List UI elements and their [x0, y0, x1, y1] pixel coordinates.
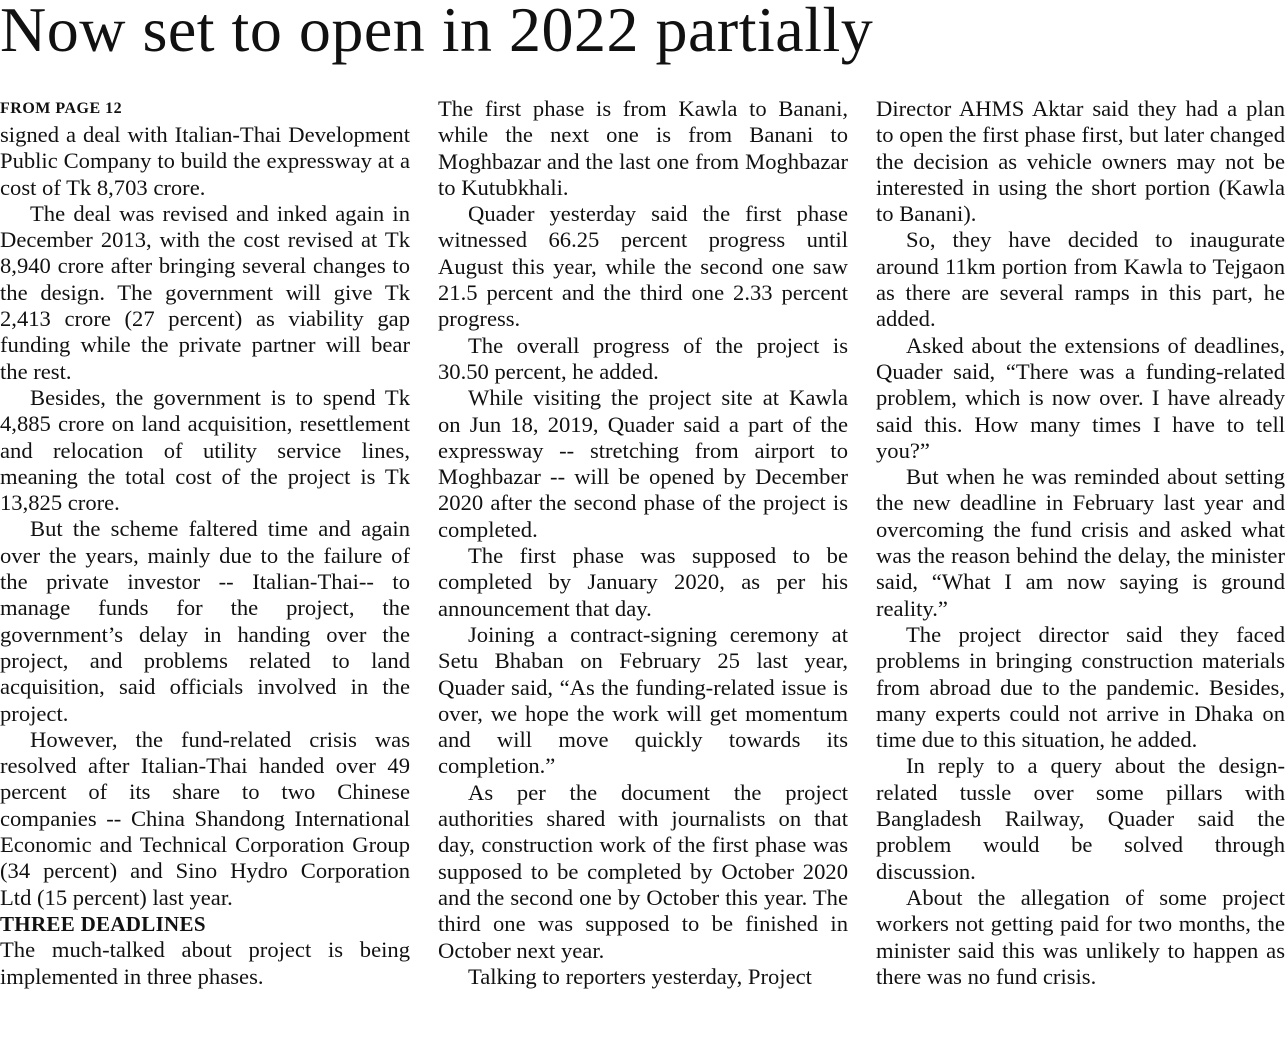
paragraph: As per the document the project authorities shared with journalists on that day, construction work of the first phase was supposed to be completed by October 2020 and the second one by October this year. The third one was supposed to be finished in October next year.: [438, 779, 848, 963]
paragraph: The deal was revised and inked again in December 2013, with the cost revised at Tk 8,940 crore after bringing several changes to the design. The government will give Tk 2,413 crore (27 percent) as viability gap funding while the private partner will bear the rest.: [0, 200, 410, 384]
paragraph: So, they have decided to inaugurate around 11km portion from Kawla to Tejgaon as there are several ramps in this part, he added.: [876, 227, 1285, 332]
paragraph: While visiting the project site at Kawla on Jun 18, 2019, Quader said a part of the expressway -- stretching from airport to Moghbazar -- will be opened by December 2020 after the second phase of the project is completed.: [438, 385, 848, 542]
paragraph: In reply to a query about the design-related tussle over some pillars with Bangladesh Railway, Quader said the problem would be solved through discussion.: [876, 753, 1285, 884]
subheading: THREE DEADLINES: [0, 911, 206, 936]
paragraph: The overall progress of the project is 30.50 percent, he added.: [438, 332, 848, 384]
paragraph: Talking to reporters yesterday, Project: [468, 963, 812, 989]
paragraph: The first phase is from Kawla to Banani, while the next one is from Banani to Moghbazar and the last one from Moghbazar to Kutubkhali.: [438, 96, 848, 200]
paragraph: Quader yesterday said the first phase witnessed 66.25 percent progress until August this year, while the second one saw 21.5 percent and the third one 2.33 percent progress.: [438, 201, 848, 332]
column-2: [438, 96, 848, 990]
jump-line: FROM PAGE 12: [0, 100, 123, 117]
paragraph: The much-talked about project is being implemented in three phases.: [0, 937, 410, 989]
paragraph: But the scheme faltered time and again over the years, mainly due to the failure of the private investor -- Italian-Thai-- to manage funds for the project, the government’s delay in handing over the project, and problems related to land acquisition, said officials involved in the project.: [0, 516, 410, 726]
paragraph: However, the fund-related crisis was resolved after Italian-Thai handed over 49 percent of its share to two Chinese companies -- China Shandong International Economic and Technical Corporation Group (34 percent) and Sino Hydro Corporation Ltd (15 percent) last year.: [0, 726, 410, 910]
paragraph: Asked about the extensions of deadlines, Quader said, “There was a funding-related problem, which is now over. I have already said this. How many times I have to tell you?”: [876, 332, 1285, 463]
column-3: [876, 96, 1285, 990]
paragraph: But when he was reminded about setting the new deadline in February last year and overcoming the fund crisis and asked what was the reason behind the delay, the minister said, “What I am now saying is ground reality.”: [876, 464, 1285, 621]
paragraph: The first phase was supposed to be completed by January 2020, as per his announcement that day.: [438, 543, 848, 621]
headline: Now set to open in 2022 partially: [0, 0, 874, 65]
paragraph: Besides, the government is to spend Tk 4,885 crore on land acquisition, resettlement and relocation of utility service lines, meaning the total cost of the project is Tk 13,825 crore.: [0, 384, 410, 516]
paragraph: Joining a contract-signing ceremony at Setu Bhaban on February 25 last year, Quader said, “As the funding-related issue is over, we hope the work will get momentum and will move quickly towards its completion.”: [438, 621, 848, 779]
column-1: [0, 96, 410, 990]
paragraph: The project director said they faced problems in bringing construction materials from abroad due to the pandemic. Besides, many experts could not arrive in Dhaka on time due to this situation, he added.: [876, 621, 1285, 753]
paragraph: Director AHMS Aktar said they had a plan to open the first phase first, but later changed the decision as vehicle owners may not be interested in using the short portion (Kawla to Banani).: [876, 96, 1285, 227]
paragraph: signed a deal with Italian-Thai Development Public Company to build the expressway at a cost of Tk 8,703 crore.: [0, 122, 410, 200]
paragraph: About the allegation of some project workers not getting paid for two months, the minister said this was unlikely to happen as there was no fund crisis.: [876, 884, 1285, 989]
